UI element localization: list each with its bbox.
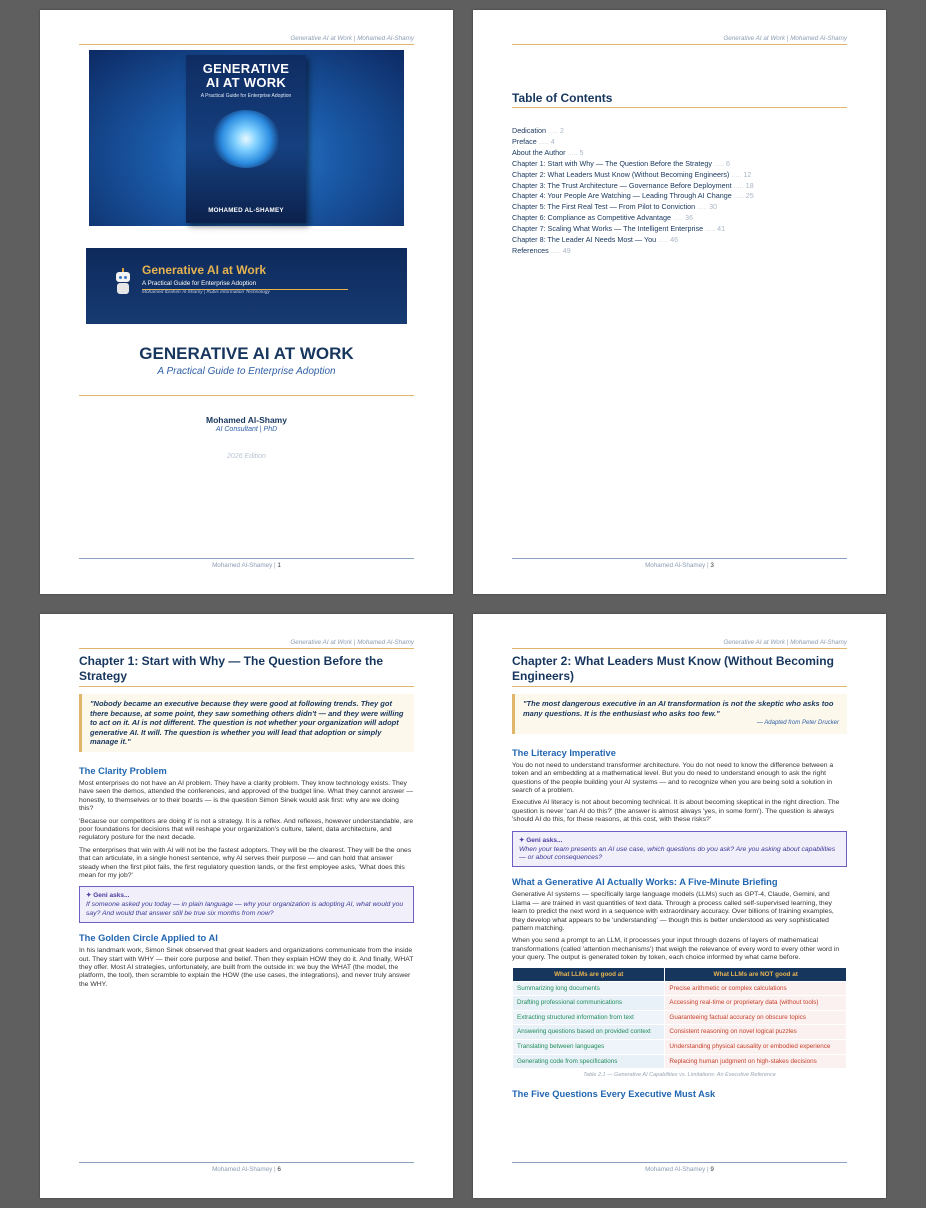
toc-leader: ..... bbox=[548, 245, 563, 255]
running-footer: Mohamed Al-Shamey | 3 bbox=[512, 558, 847, 569]
toc-leader: ..... bbox=[703, 224, 718, 234]
toc-entry-page: 36 bbox=[685, 213, 693, 223]
toc-entry-label: Chapter 5: The First Real Test — From Pilot to Conviction bbox=[512, 202, 696, 212]
toc-entry-label: Chapter 8: The Leader AI Needs Most — You bbox=[512, 235, 657, 245]
page-number: 1 bbox=[277, 562, 281, 569]
table-caption: Table 2.1 — Generative AI Capabilities vs. Limitations: An Executive Reference bbox=[583, 1072, 776, 1079]
toc-entry-label: References bbox=[512, 245, 549, 255]
toc-list bbox=[512, 126, 754, 257]
brain-icon bbox=[212, 110, 280, 168]
toc-entry[interactable] bbox=[512, 137, 754, 148]
geni-question: When your team presents an AI use case, which questions do you ask? Are you asking about capabilities — or about consequences? bbox=[519, 845, 836, 862]
toc-entry-page: 4 bbox=[550, 136, 555, 146]
toc-entry-label: Chapter 1: Start with Why — The Question Before the Strategy bbox=[512, 158, 713, 168]
table-row bbox=[513, 981, 847, 996]
toc-entry-label: About the Author bbox=[512, 147, 566, 157]
page-number: 3 bbox=[710, 562, 714, 569]
toc-leader: ..... bbox=[731, 180, 746, 190]
toc-leader: ..... bbox=[731, 191, 746, 201]
toc-entry-label: Chapter 6: Compliance as Competitive Advantage bbox=[512, 213, 672, 223]
banner-subtitle: A Practical Guide for Enterprise Adoption bbox=[142, 280, 257, 287]
table-cell-good: Summarizing long documents bbox=[513, 981, 665, 996]
page-number: 9 bbox=[710, 1166, 714, 1173]
section-heading: The Literacy Imperative bbox=[512, 747, 616, 758]
geni-callout bbox=[512, 831, 847, 868]
cover-banner bbox=[86, 248, 407, 324]
toc-entry[interactable] bbox=[512, 148, 754, 159]
running-header: Generative AI at Work | Mohamed Al-Shamy bbox=[512, 35, 847, 45]
toc-entry-page: 5 bbox=[579, 147, 584, 157]
chapter-title: Chapter 2: What Leaders Must Know (Without Becoming Engineers) bbox=[512, 654, 847, 687]
toc-entry-page: 6 bbox=[726, 158, 730, 168]
toc-entry-page: 18 bbox=[745, 180, 754, 190]
toc-entry[interactable] bbox=[512, 246, 754, 257]
banner-title: Generative AI at Work bbox=[142, 263, 267, 277]
toc-entry-page: 30 bbox=[709, 202, 718, 212]
cover-art bbox=[89, 50, 404, 226]
toc-leader: ..... bbox=[729, 169, 744, 179]
table-header: What LLMs are good at bbox=[513, 967, 665, 981]
table-cell-good: Drafting professional communications bbox=[513, 996, 665, 1011]
divider bbox=[79, 395, 414, 396]
paragraph: Generative AI systems — specifically large language models (LLMs) such as GPT-4, Claude, Gemini, and Llama — are trained in vast quantities of text data. Through a process called self-supervised learning, they learn to predict the next word in a sequence with extraordinary accuracy. Over billions of training examples, they develop what appears to be 'understanding' — though this is better understood as very sophisticated pattern matching. bbox=[512, 891, 834, 933]
table-cell-not-good: Accessing real-time or proprietary data (without tools) bbox=[665, 996, 847, 1011]
page-chapter-1 bbox=[40, 614, 453, 1198]
toc-entry[interactable] bbox=[512, 224, 754, 235]
paragraph: When you send a prompt to an LLM, it processes your input through dozens of layers of mathematical transformations (called 'attention mechanisms') that weigh the relevance of every word to every other word in your query. The output is generated token by token, each choice informed by what came before. bbox=[512, 937, 840, 962]
table-row bbox=[513, 1025, 847, 1040]
toc-entry[interactable] bbox=[512, 126, 754, 137]
paragraph: Most enterprises do not have an AI problem. They have a clarity problem. They know technology exists. They have seen the demos, attended the conferences, and approved of the budget line. What they cannot answer — honestly, to themselves or to their boards — is the question Simon Sinek would ask first: why are we doing this? bbox=[79, 779, 414, 813]
banner-credit: Mohamed Ibrahim Al-Shamy | Rubis Information Technology bbox=[142, 290, 270, 295]
toc-entry-page: 41 bbox=[717, 224, 726, 234]
toc-entry[interactable] bbox=[512, 235, 754, 246]
book-cover-author: MOHAMED AL-SHAMEY bbox=[208, 207, 284, 214]
geni-label: ✦ Geni asks... bbox=[519, 836, 563, 844]
toc-entry-page: 12 bbox=[743, 169, 752, 179]
toc-entry-label: Chapter 4: Your People Are Watching — Leading Through AI Change bbox=[512, 191, 732, 201]
table-cell-good: Translating between languages bbox=[513, 1040, 665, 1055]
toc-leader: ..... bbox=[565, 147, 580, 157]
toc-entry[interactable] bbox=[512, 159, 754, 170]
book-title: GENERATIVE AI AT WORK bbox=[139, 344, 354, 363]
toc-entry-page: 25 bbox=[745, 191, 754, 201]
geni-question: If someone asked you today — in plain language — why your organization is adopting AI, what would you say? And would that answer still be true six months from now? bbox=[86, 901, 404, 917]
running-header: Generative AI at Work | Mohamed Al-Shamy bbox=[512, 639, 847, 649]
author-name: Mohamed Al-Shamy bbox=[206, 415, 287, 425]
page-number: 6 bbox=[277, 1166, 281, 1173]
book-cover-title: GENERATIVE AI AT WORK bbox=[202, 61, 290, 90]
table-cell-not-good: Guaranteeing factual accuracy on obscure topics bbox=[665, 1010, 847, 1025]
chapter-title: Chapter 1: Start with Why — The Question Before the Strategy bbox=[79, 654, 414, 687]
geni-callout bbox=[79, 886, 414, 923]
page-cover bbox=[40, 10, 453, 594]
table-row bbox=[513, 1010, 847, 1025]
toc-entry[interactable] bbox=[512, 170, 754, 181]
section-heading: The Golden Circle Applied to AI bbox=[79, 933, 218, 944]
table-cell-not-good: Replacing human judgment on high-stakes decisions bbox=[665, 1054, 847, 1069]
epigraph-quote: "The most dangerous executive in an AI transformation is not the skeptic who asks too many questions. It is the enthusiast who asks too few." — Adapted from Peter Drucker bbox=[512, 694, 847, 734]
section-heading: The Clarity Problem bbox=[79, 765, 167, 776]
toc-entry-label: Chapter 7: Scaling What Works — The Intelligent Enterprise bbox=[512, 224, 704, 234]
table-row bbox=[513, 996, 847, 1011]
toc-entry-label: Chapter 2: What Leaders Must Know (Without Becoming Engineers) bbox=[512, 169, 730, 179]
geni-label: ✦ Geni asks... bbox=[86, 892, 130, 900]
toc-entry[interactable] bbox=[512, 191, 754, 202]
table-cell-not-good: Understanding physical causality or embodied experience bbox=[665, 1040, 847, 1055]
page-chapter-2 bbox=[473, 614, 886, 1198]
paragraph: The enterprises that win with AI will not be the fastest adopters. They will be the clearest. They will be the ones that can articulate, in a single honest sentence, why AI serves their purpose — and can hold that answer steady when the first pilot fails, the first regulatory question lands, or the first employee asks, 'What does this mean for my job?' bbox=[79, 846, 412, 880]
paragraph: 'Because our competitors are doing it' is not a strategy. It is a reflex. And reflexes, however understandable, are poor foundations for decisions that will reshape your organization's culture, talent, data architecture, and regulatory posture for the next decade. bbox=[79, 817, 414, 842]
running-header: Generative AI at Work | Mohamed Al-Shamy bbox=[79, 35, 414, 45]
paragraph: You do not need to understand transformer architecture. You do not need to know the difference between a token and an embedding at a mathematical level. But you do need to understand enough to ask the right questions of the people building your AI systems — and to recognize when you are being sold a solution in search of a problem. bbox=[512, 761, 834, 794]
paragraph: Executive AI literacy is not about becoming technical. It is about becoming skeptical in the right direction. The question is never 'can AI do this?' (the answer is almost always 'yes, in some form'). The question is always 'should AI do this, for these reasons, at this cost, with these risks?' bbox=[512, 799, 840, 824]
toc-leader: ..... bbox=[545, 126, 560, 135]
toc-entry-page: 49 bbox=[562, 245, 571, 255]
toc-leader: ..... bbox=[536, 136, 551, 146]
toc-entry[interactable] bbox=[512, 202, 754, 213]
toc-entry-label: Preface bbox=[512, 136, 537, 146]
toc-entry-label: Chapter 3: The Trust Architecture — Governance Before Deployment bbox=[512, 180, 732, 190]
table-row bbox=[513, 1040, 847, 1055]
toc-entry[interactable] bbox=[512, 181, 754, 192]
paragraph: In his landmark work, Simon Sinek observed that great leaders and organizations communicate from the inside out. They start with WHY — their core purpose and belief. Then they explain HOW they do it. And finally, WHAT they offer. Most AI strategies, unfortunately, are built from the outside in: we buy the WHAT (the model, the platform, the tool), then scramble to explain the HOW (the use cases, the integrations), and never truly answer the WHY. bbox=[79, 947, 414, 988]
capabilities-table bbox=[512, 967, 847, 1070]
book-subtitle: A Practical Guide to Enterprise Adoption bbox=[157, 366, 336, 377]
toc-entry[interactable] bbox=[512, 213, 754, 224]
page-toc bbox=[473, 10, 886, 594]
toc-leader: ..... bbox=[671, 213, 685, 223]
table-cell-not-good: Consistent reasoning on novel logical puzzles bbox=[665, 1025, 847, 1040]
toc-leader: ..... bbox=[712, 158, 726, 168]
book-cover-image bbox=[186, 55, 306, 223]
running-footer: Mohamed Al-Shamey | 9 bbox=[512, 1162, 847, 1173]
running-header: Generative AI at Work | Mohamed Al-Shamy bbox=[79, 639, 414, 649]
toc-entry-page: 2 bbox=[559, 126, 564, 135]
section-heading: The Five Questions Every Executive Must Ask bbox=[512, 1089, 716, 1100]
toc-entry-label: Dedication bbox=[512, 126, 546, 135]
toc-leader: ..... bbox=[695, 202, 710, 212]
quote-attribution: — Adapted from Peter Drucker bbox=[756, 720, 839, 727]
running-footer: Mohamed Al-Shamey | 6 bbox=[79, 1162, 414, 1173]
running-footer: Mohamed Al-Shamey | 1 bbox=[79, 558, 414, 569]
epigraph-quote: "Nobody became an executive because they were good at following trends. They got there because, at some point, they saw something others didn't — and they were willing to act on it. AI is not different. The question is not whether your organization will adopt generative AI. It will. The question is whether you will lead that adoption or simply manage it." bbox=[79, 694, 414, 752]
table-cell-good: Extracting structured information from text bbox=[513, 1010, 665, 1025]
toc-title: Table of Contents bbox=[512, 91, 847, 108]
table-cell-good: Answering questions based on provided context bbox=[513, 1025, 665, 1040]
table-row bbox=[513, 1054, 847, 1069]
toc-entry-page: 46 bbox=[670, 235, 679, 245]
table-cell-good: Generating code from specifications bbox=[513, 1054, 665, 1069]
table-header: What LLMs are NOT good at bbox=[665, 967, 847, 981]
table-cell-not-good: Precise arithmetic or complex calculations bbox=[665, 981, 847, 996]
edition: 2026 Edition bbox=[227, 453, 266, 460]
book-cover-subtitle: A Practical Guide for Enterprise Adoption bbox=[200, 93, 292, 99]
section-heading: What a Generative AI Actually Works: A Five-Minute Briefing bbox=[512, 877, 778, 888]
robot-icon bbox=[114, 268, 132, 294]
toc-leader: ..... bbox=[656, 235, 671, 245]
author-role: AI Consultant | PhD bbox=[215, 426, 278, 433]
